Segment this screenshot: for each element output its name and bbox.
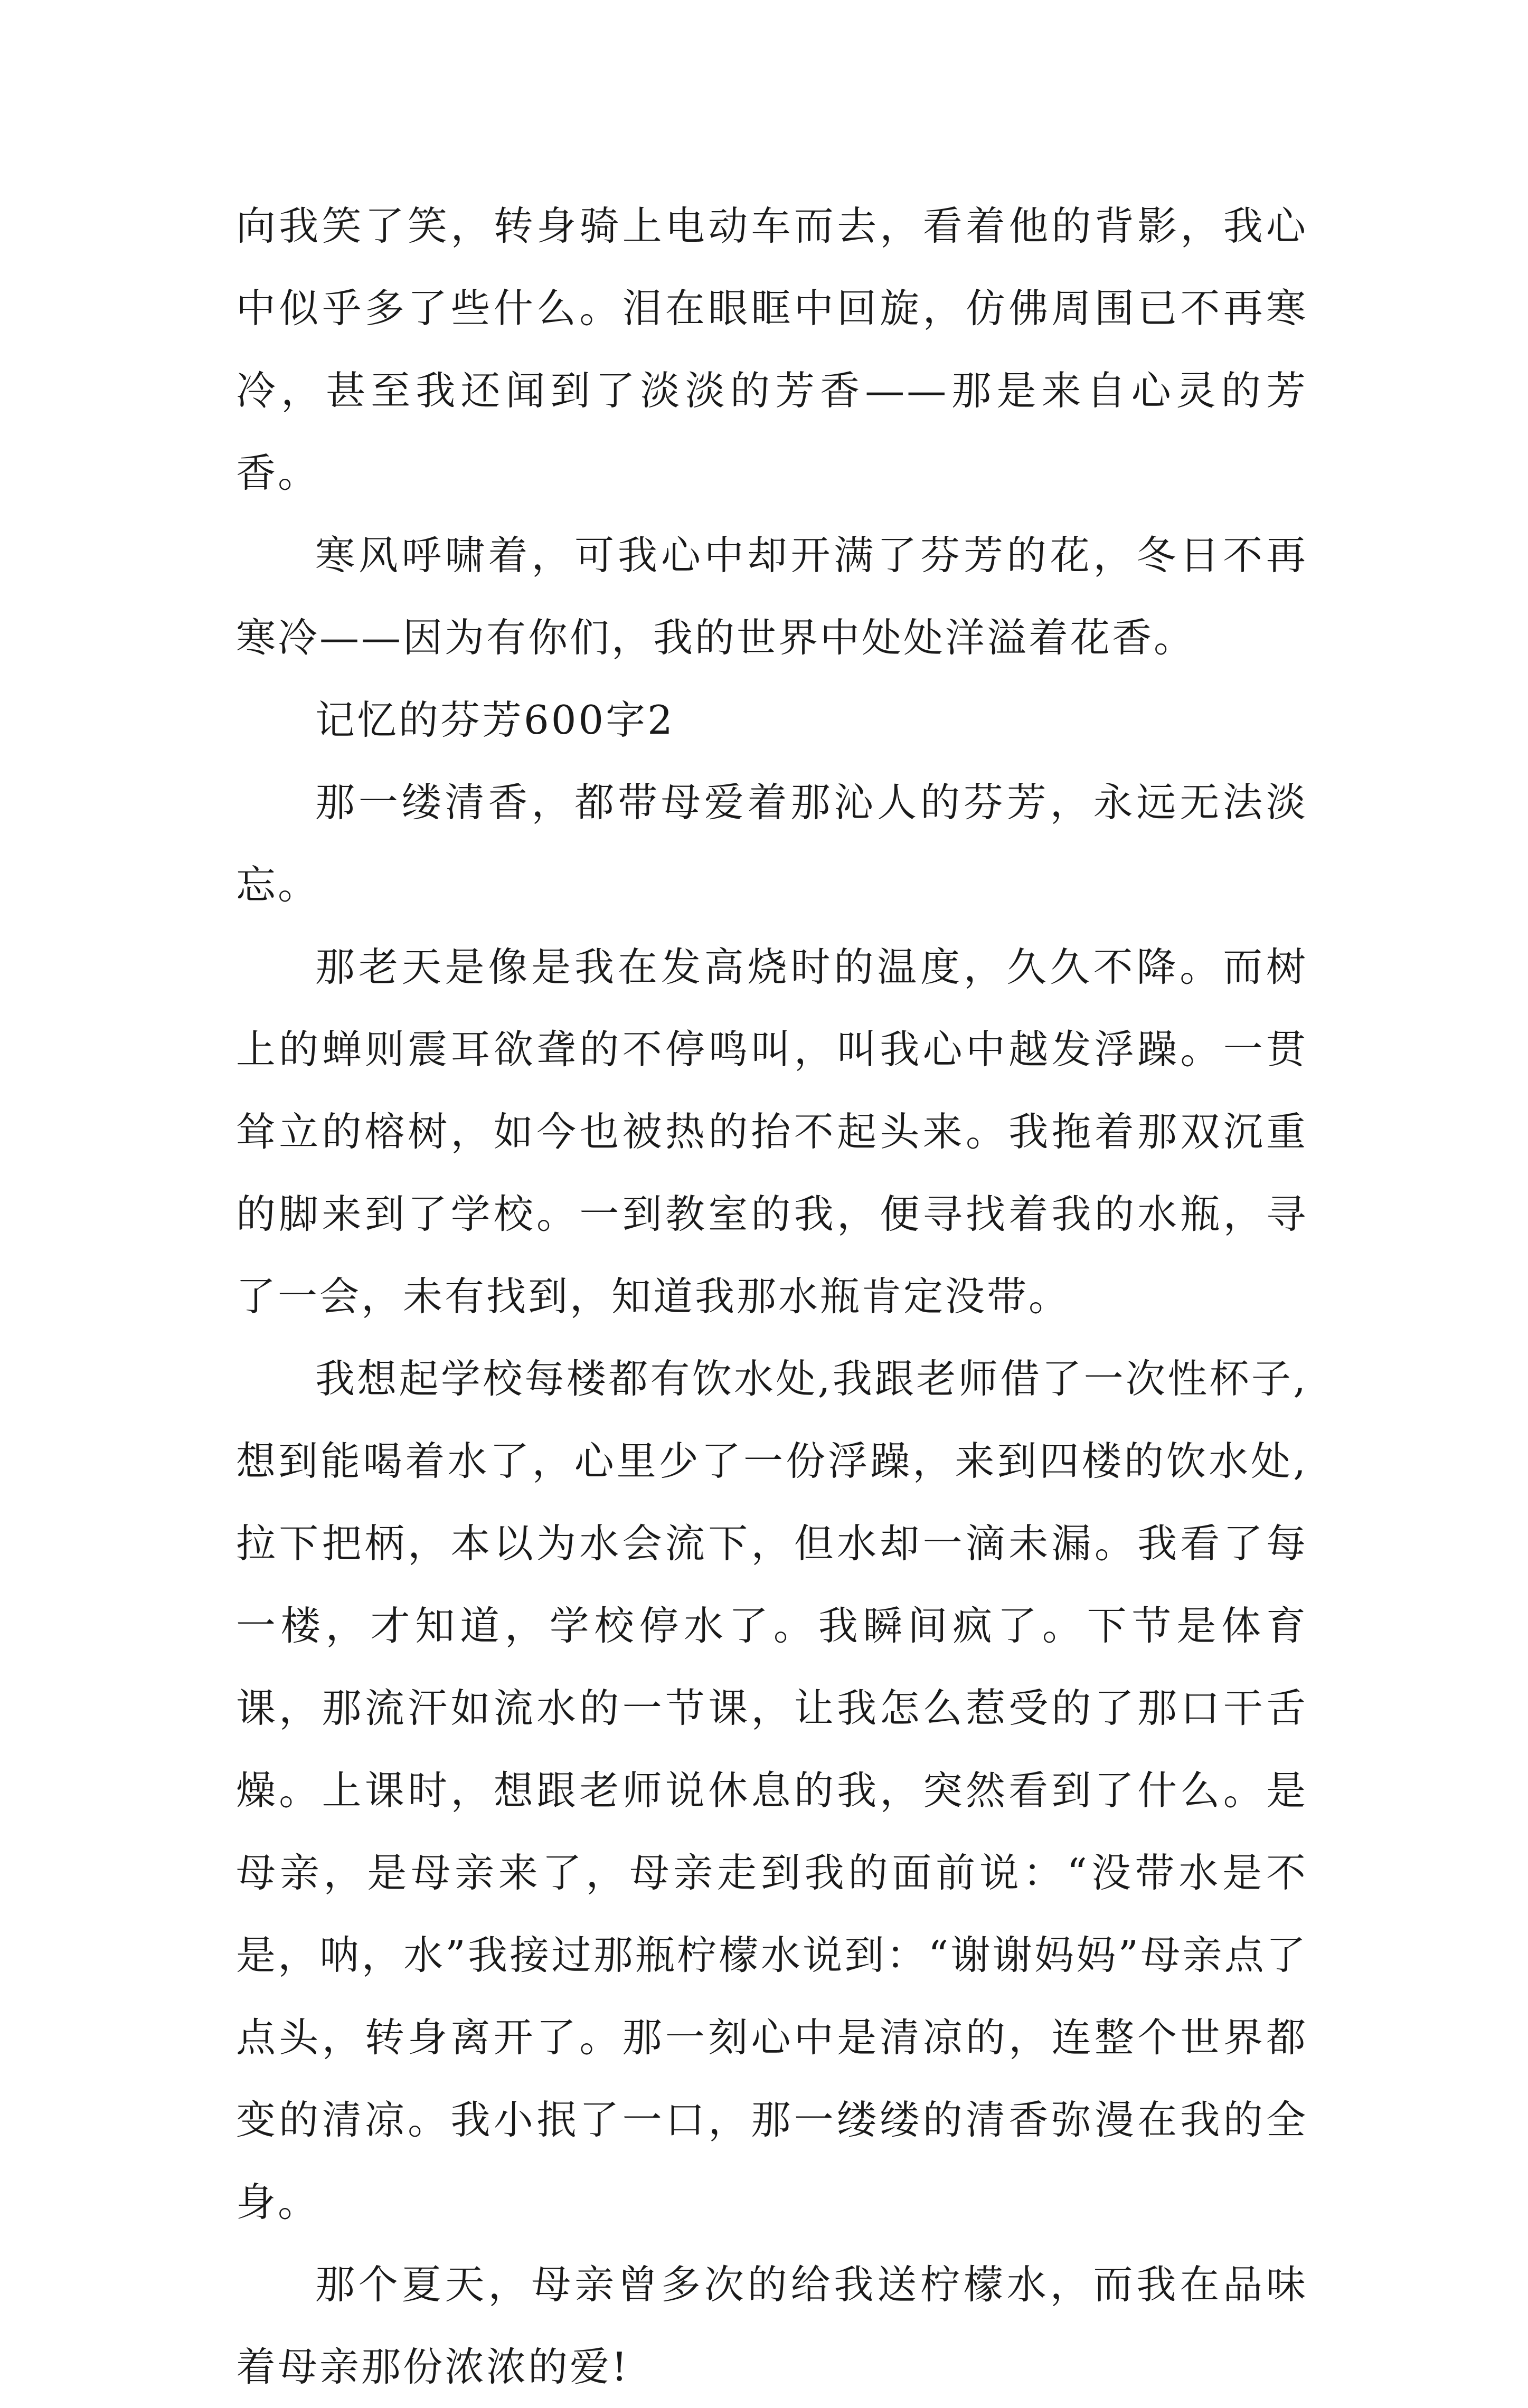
document-body: [236, 185, 1308, 2408]
paragraph-3: 那一缕清香，都带母爱着那沁人的芬芳，永远无法淡忘。: [236, 779, 1308, 908]
paragraph-4: 那老天是像是我在发高烧时的温度，久久不降。而树上的蝉则震耳欲聋的不停鸣叫，叫我心中越发浮躁。一贯耸立的榕树，如今也被热的抬不起头来。我拖着那双沉重的脚来到了学校。一到教室的我，便寻找着我的水瓶，寻了一会，未有找到，知道我那水瓶肯定没带。: [236, 944, 1308, 1320]
paragraph-1: 向我笑了笑，转身骑上电动车而去，看着他的背影，我心中似乎多了些什么。泪在眼眶中回旋，仿佛周围已不再寒冷，甚至我还闻到了淡淡的芳香——那是来自心灵的芳香。: [236, 203, 1308, 496]
paragraph-2: 寒风呼啸着，可我心中却开满了芬芳的花，冬日不再寒冷——因为有你们，我的世界中处处洋溢着花香。: [236, 532, 1308, 661]
section-heading: 记忆的芬芳600字2: [315, 697, 675, 743]
paragraph-5: 我想起学校每楼都有饮水处,我跟老师借了一次性杯子,想到能喝着水了，心里少了一份浮躁，来到四楼的饮水处,拉下把柄，本以为水会流下，但水却一滴未漏。我看了每一楼，才知道，学校停水了。我瞬间疯了。下节是体育课，那流汗如流水的一节课，让我怎么惹受的了那口干舌燥。上课时，想跟老师说休息的我，突然看到了什么。是母亲，是母亲来了，母亲走到我的面前说：“没带水是不是，呐，水”我接过那瓶柠檬水说到：“谢谢妈妈”母亲点了点头，转身离开了。那一刻心中是清凉的，连整个世界都变的清凉。我小抿了一口，那一缕缕的清香弥漫在我的全身。: [236, 1355, 1308, 2225]
paragraph-6: 那个夏天，母亲曾多次的给我送柠檬水，而我在品味着母亲那份浓浓的爱!: [236, 2261, 1308, 2390]
